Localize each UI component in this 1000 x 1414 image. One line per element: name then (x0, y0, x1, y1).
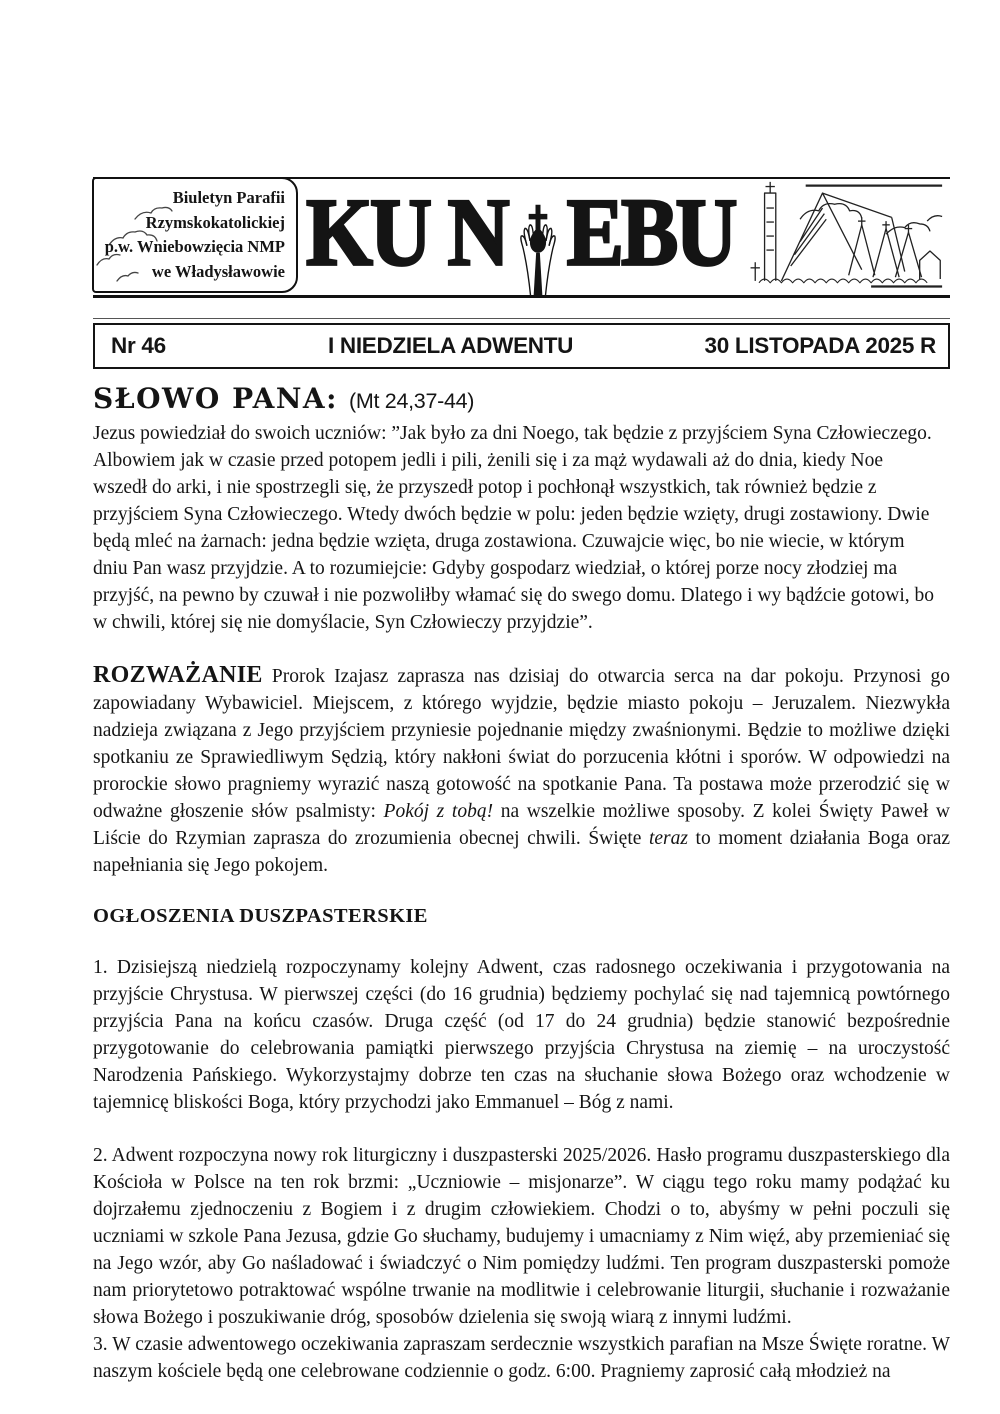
hands-raised-with-cross-icon (510, 186, 566, 314)
page-content (93, 177, 950, 1385)
gospel-text: Jezus powiedział do swoich uczniów: ”Jak było za dni Noego, tak będzie z przyjściem Syna Człowieczego. Albowiem jak w czasie przed potopem jedli i pili, żenili się i za mąż wydawali aż do dnia, kiedy Noe wszedł do arki, i nie spostrzegli się, że przyszedł potop i pochłonął wszystkich, tak również będzie z przyjściem Syna Człowieczego. Wtedy dwóch będzie w polu: jeden będzie wzięty, drugi zostawiony. Dwie będą mleć na żarnach: jedna będzie wzięta, druga zostawiona. Czuwajcie więc, bo nie wiecie, w którym dniu Pan wasz przyjdzie. A to rozumiejcie: Gdyby gospodarz wiedział, o której porze nocy złodziej ma przyjść, na pewno by czuwał i nie pozwoliłby włamać się do swego domu. Dlatego i wy bądźcie gotowi, bo w chwili, której się nie domyślacie, Syn Człowieczy przyjdzie”. (93, 423, 934, 633)
reflection-italic-quote: Pokój z tobą! (383, 801, 494, 822)
parish-label-box (92, 177, 298, 293)
issue-date: 30 LISTOPADA 2025 R (704, 333, 936, 358)
parish-label-line: Biuletyn Parafii (172, 188, 285, 207)
reflection-text: to moment działania Boga oraz napełniania się Jego pokojem. (93, 828, 951, 876)
issue-bar (93, 323, 950, 369)
parish-label-line: Rzymskokatolickiej (145, 212, 285, 232)
reflection-heading: ROZWAŻANIE (93, 662, 263, 688)
horizontal-rule (93, 318, 950, 319)
bulletin-title (306, 178, 735, 314)
issue-number: Nr 46 (111, 333, 166, 358)
issue-title: I NIEDZIELA ADWENTU (328, 333, 574, 358)
masthead (93, 177, 950, 298)
reflection-text: Prorok Izajasz zaprasza nas dzisiaj do otwarcia serca na dar pokoju. Przynosi go zapowiadany Wybawiciel. Miejscem, z którego wyjdzie, będzie miasto pokoju – Jeruzalem. Niezwykła nadzieja związana z Jego przyjściem przyniesie pojednanie między zwaśnionymi. Będzie to możliwe dzięki spotkaniu ze Sprawiedliwym Sędzią, który nakłoni świat do porzucenia kłótni i sporów. W odpowiedzi na prorockie słowo pragniemy wyrazić naszą gotowość na spotkanie Pana. Ta postawa może przerodzić się w odważne głoszenie słów psalmisty: (93, 666, 950, 822)
church-illustration (737, 180, 951, 294)
reflection-text: na wszelkie możliwe sposoby. Z kolei Święty Paweł w Liście do Rzymian zaprasza do zrozumienia obecnej chwili. Święte (93, 801, 950, 849)
gospel-heading-label: SŁOWO PANA: (93, 382, 338, 415)
parish-label-line: p.w. Wniebowzięcia NMP (104, 237, 285, 256)
announcement-item-3: 3. W czasie adwentowego oczekiwania zapraszam serdecznie wszystkich parafian na Msze Święte roratne. W naszym kościele będą one celebrowane codziennie o godz. 6:00. Pragniemy zaprosić całą młodzież na (93, 1334, 950, 1382)
announcement-item-1: 1. Dzisiejszą niedzielą rozpoczynamy kolejny Adwent, czas radosnego oczekiwania i przygotowania na przyjście Chrystusa. W pierwszej części (do 16 grudnia) będziemy pochylać się nad tajemnicą powtórnego przyjścia Pana na końcu czasów. Druga część (od 17 do 24 grudnia) będzie stanowić bezpośrednie przygotowanie do celebrowania pamiątki pierwszego przyjścia Chrystusa na ziemię – na uroczystość Narodzenia Pańskiego. Wykorzystajmy dobrze ten czas na słuchanie słowa Bożego oraz wchodzenie w tajemnicę bliskości Boga, który przychodzi jako Emmanuel – Bóg z nami. (93, 957, 950, 1113)
bulletin-title-part2: EBU (566, 178, 735, 286)
bulletin-title-part1: KU N (306, 178, 507, 286)
announcements-heading: OGŁOSZENIA DUSZPASTERSKIE (93, 905, 428, 927)
announcement-item-2: 2. Adwent rozpoczyna nowy rok liturgiczny i duszpasterski 2025/2026. Hasło programu duszpasterskiego dla Kościoła w Polsce na ten rok brzmi: „Uczniowie – misjonarze”. W ciągu tego roku mamy podążać ku dojrzałemu zjednoczeniu z Bogiem i z drugim człowiekiem. Chodzi o to, abyśmy w pełni poczuli się uczniami w szkole Pana Jezusa, gdzie Go słuchamy, budujemy i umacniamy z Nim więź, aby przemieniać się na Jego wzór, aby Go naśladować i świadczyć o Nim pomiędzy ludźmi. Ten program duszpasterski pomoże nam priorytetowo potraktować wspólne trwanie na modlitwie i celebrowanie liturgii, słuchanie i rozważanie słowa Bożego i poszukiwanie dróg, sposobów dzielenia się swoją wiarą z innymi ludźmi. (93, 1145, 950, 1328)
reflection-paragraph (93, 662, 950, 879)
gospel-scripture-reference: (Mt 24,37-44) (348, 389, 475, 413)
reflection-italic-word: teraz (648, 828, 688, 849)
gospel-section-heading (93, 382, 950, 415)
parish-label-line: we Władysławowie (151, 261, 285, 281)
